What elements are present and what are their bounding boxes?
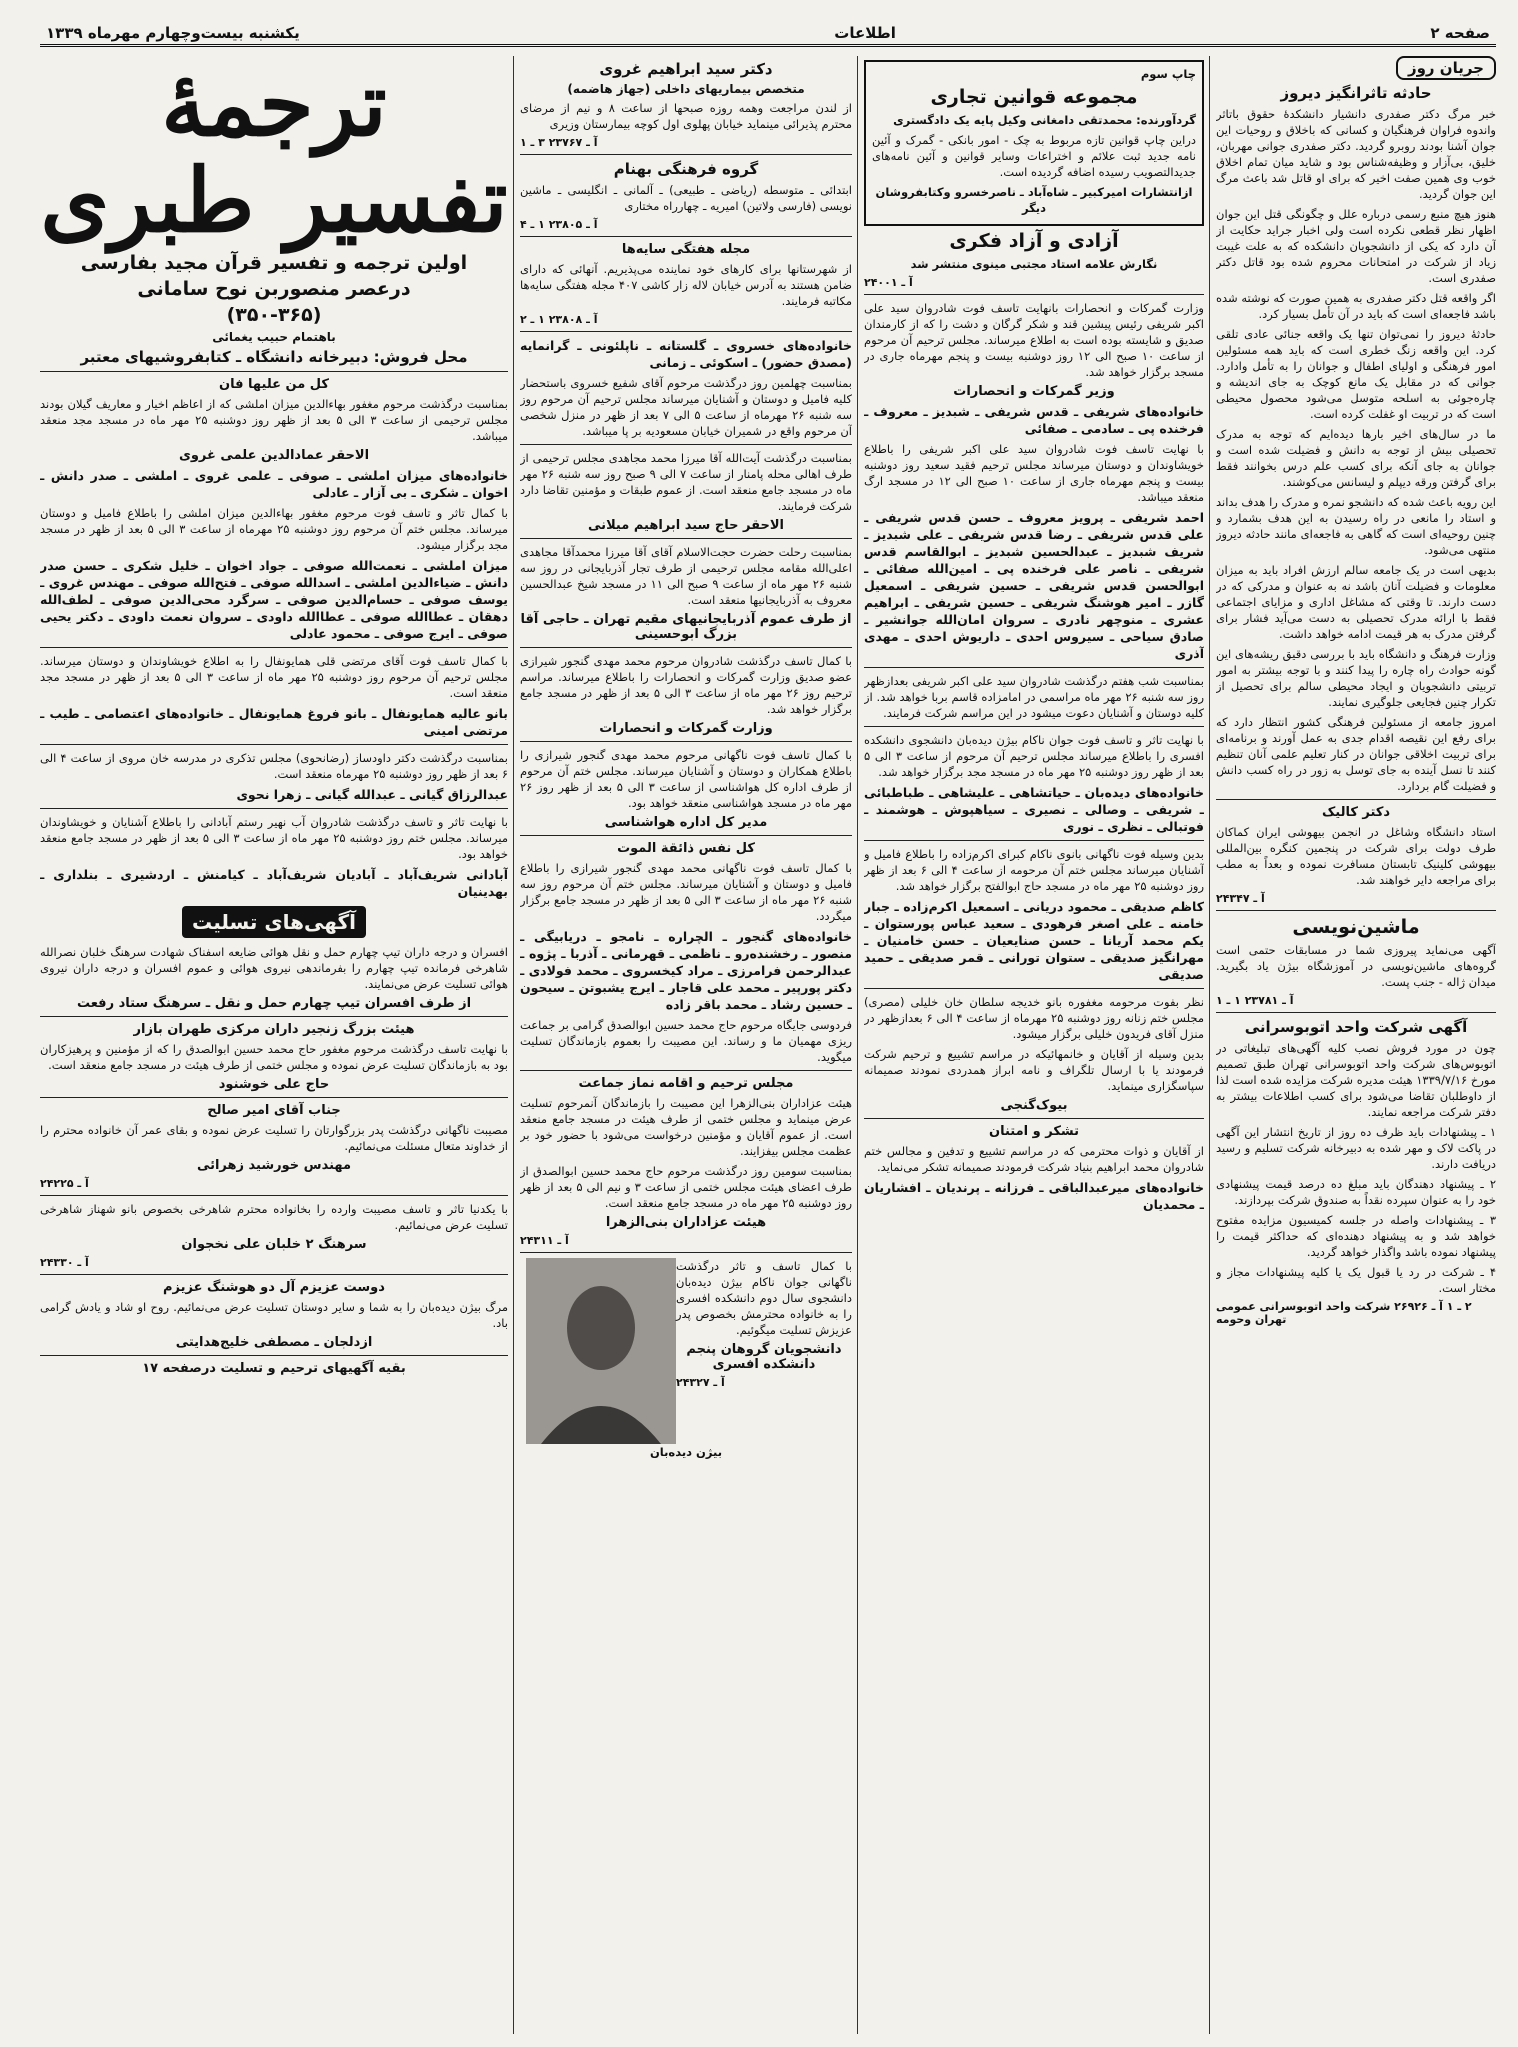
ad-ref: آ ـ ۲۴۰۰۱ (864, 276, 913, 289)
notice-text: بدین وسیله از آقایان و خانمهائیکه در مراسم تشییع و ترحیم شرکت فرمودند یا با ارسال تلگراف و نامه ابراز همدردی نمودند صمیمانه سپاسگزاری مینماید. (864, 1047, 1204, 1093)
notice-signature: از طرف عموم آذربایجانیهای مقیم تهران ـ حاجی آقا بزرگ ابوحسینی (520, 612, 852, 642)
book-subtitle: اولین ترجمه و تفسیر قرآن مجید بفارسی (80, 252, 468, 274)
notice-families: خانواده‌های میرعبدالباقی ـ فرزانه ـ پرندیان ـ افشاریان ـ محمدیان (864, 1180, 1204, 1212)
ad-doctor2-title: دکتر سید ابراهیم غروی (599, 60, 773, 78)
ad-bus-text: ۳ ـ پیشنهادات واصله در جلسه کمیسیون مزایده مفتوح خواهد شد و به پیشنهاد دهنده‌ای که حداکثر قیمت را پیشنهاد نموده باشد واگذار خواهد گردید. (1216, 1213, 1496, 1259)
editorial-paragraph: ما در سال‌های اخیر بارها دیده‌ایم که توجه به مدرک تحصیلی بیش از توجه به دانش و فضیلت شده است و جوانان به جای آنکه برای کسب علم درس بخوانند فقط برای گرفتن ورقه دیپلم و لیسانس می‌کوشند. (1216, 427, 1496, 489)
ad-ref: آ ـ ۲۴۳۴۷ (1216, 892, 1265, 905)
notice-text: بمناسبت چهلمین روز درگذشت مرحوم آقای شفیع خسروی باستحضار کلیه فامیل و دوستان و آشنایان میرساند مجلس ترحیم آن مرحوم روز سه شنبه ۲۶ مهرماه از ساعت ۵ الی ۷ بعد از ظهر در منزل شخصی آن مرحوم واقع در شمیران خیابان مسعودیه بر پا میباشد. (520, 376, 852, 438)
notice-signature: وزیر گمرکات و انحصارات (953, 384, 1115, 399)
paper-name: اطلاعات (834, 24, 896, 42)
notice-families: آبادانی شریف‌آباد ـ آبادیان شریف‌آباد ـ کیامنش ـ اردشیری ـ بنلداری ـ بهدینیان (40, 867, 508, 899)
book-editor: باهتمام حبیب یغمائی (212, 330, 336, 344)
notice-text: با نهایت تاثر و تاسف درگذشت شادروان آب نهیر رستم آبادانی را باطلاع آشنایان و خویشاوندان میرساند. مجلس ختم روز دوشنبه ۲۵ مهر ماه از ساعت ۳ الی ۵ بعد از ظهر در مسجد جامع منعقد خواهد بود. (40, 815, 508, 861)
photo-caption: بیژن دیده‌بان (649, 1445, 723, 1459)
ad-ref: آ ـ ۲۳۷۸۱ ۱ ـ ۱ (1216, 994, 1294, 1007)
condolence-banner: آگهی‌های تسلیت (182, 906, 366, 938)
notice-text: نظر بفوت مرحومه مغفوره بانو خدیجه سلطان خان خلیلی (مصری) مجلس ختم زنانه روز دوشنبه ۲۵ مهرماه از ساعت ۴ الی ۶ بعدازظهر در منزل آقای فریدون خلیلی برگزار میشود. (864, 995, 1204, 1041)
ad-bus-text: چون در مورد فروش نصب کلیه آگهی‌های تبلیغاتی در اتوبوس‌های شرکت واحد اتوبوسرانی تهران طبق تصمیم مورخ ۱۳۳۹/۷/۱۶ هیئت مدیره شرکت مزایده شده است لذا از داوطلبان تقاضا می‌شود برای کسب اطلاعات بیشتر به دفتر شرکت مراجعه نمایند. (1216, 1041, 1496, 1119)
ad-doctor-title: دکتر کالیک (1321, 805, 1391, 820)
notice-signature: مدیر کل اداره هواشناسی (604, 815, 768, 830)
notice-families: خانواده‌های شریفی ـ قدس شریفی ـ شبدیز ـ معروف ـ فرخنده پی ـ سادمی ـ صفائی (864, 404, 1204, 436)
notice-text: با کمال تاسف فوت آقای مرتضی قلی همایونفال را به اطلاع خویشاوندان و دوستان میرساند. مجلس ترحیم آن مرحوم روز دوشنبه ۲۵ مهر ماه از ساعت ۳ الی ۵ بعد از ظهر در مسجد مجد منعقد است. (40, 654, 508, 700)
notice-families: خانواده‌های گنجور ـ الچراره ـ نامجو ـ دریابیگی ـ منصور ـ رخشنده‌رو ـ ناظمی ـ قهرمانی ـ آذربا ـ پژوه ـ عبدالرحمن فرامرزی ـ مراد کیخسروی ـ محمد فولادی ـ دکتر پورپیر ـ محمد علی قاجار ـ ایرج یشبوتن ـ سیحون ـ حسین رشاد ـ محمد باقر زاده (520, 929, 852, 1012)
notice-heading: کل من علیها فان (219, 377, 329, 392)
ad-bus-text: ۱ ـ پیشنهادات باید ظرف ده روز از تاریخ انتشار این آگهی در پاکت لاک و مهر شده به دبیرخانه شرکت تسلیم و رسید دریافت دارند. (1216, 1125, 1496, 1171)
ad-ref: آ ـ ۲۴۳۱۱ (520, 1234, 569, 1247)
notice-text: مصیبت ناگهانی درگذشت پدر بزرگوارتان را تسلیت عرض نموده و بقای عمر آن خانواده محترم را از خداوند متعال مسئلت می‌نمائیم. (40, 1123, 508, 1153)
ad-laws-title: مجموعه قوانین تجاری (930, 86, 1138, 108)
ad-bus-text: ۲ ـ پیشنهاد دهندگان باید مبلغ ده درصد قیمت پیشنهادی خود را به عنوان سپرده نقداً به صندوق شرکت بپردازند. (1216, 1177, 1496, 1207)
notice-signature: سرهنگ ۲ خلبان علی نخجوان (181, 1237, 367, 1252)
editorial-paragraph: هنوز هیچ منبع رسمی درباره علل و چگونگی قتل این جوان اظهار نظر قطعی نکرده است ولی اخبار جراید حکایت از آن دارد که یکی از دانشجویان دانشکده که به علت غیبت زیاد از شرکت در امتحانات محروم شده بود قاتل دکتر صفدری است. (1216, 207, 1496, 285)
notice-text: افسران و درجه داران تیپ چهارم حمل و نقل هوائی ضایعه اسفناک شهادت سرهنگ خلبان نصرالله شاهرخی فرمانده تیپ چهارم را بفرماندهی نیروی هوائی و عموم افسران و درجه داران نیروی هوائی تسلیت عرض می‌نمایند. (40, 945, 508, 991)
notice-text: بمناسبت درگذشت آیت‌الله آقا میرزا محمد مجاهدی مجلس ترحیمی از طرف اهالی محله پامنار از ساعت ۷ الی ۹ صبح روز سه شنبه ۲۶ مهر ماه در مسجد جامع منعقد است. از عموم طبقات و مؤمنین تقاضا دارد شرکت فرمایند. (520, 451, 852, 513)
editorial-paragraph: بدیهی است در یک جامعه سالم ارزش افراد باید به میزان معلومات و فضیلت آنان باشد نه به عنوان و مدرکی که در دست دارند. تا وقتی که مشاغل اداری و مزایای اجتماعی فقط با ارائه مدرک تحصیلی به دست می‌آید فشار برای گرفتن مدرک به هر قیمت ادامه خواهد داشت. (1216, 563, 1496, 641)
notice-signature: حاج علی خوشنود (218, 1077, 330, 1092)
column-notices-4 (40, 56, 508, 2034)
editorial-headline: حادثه تاثرانگیز دیروز (1280, 84, 1432, 102)
notice-families: احمد شریفی ـ پرویز معروف ـ حسن قدس شریفی ـ علی قدس شریفی ـ رضا قدس شریفی ـ علی شبدیز ـ شریف شبدیز ـ عبدالحسین شبدیز ـ ابوالقاسم قدس شریفی ـ ناصر علی فرخنده پی ـ امین‌الله صفائی ـ ابوالحسن قدس شریفی ـ حسین شریفی ـ اسمعیل گازر ـ امیر هوشنگ شریفی ـ حسین شریفی ـ ابراهیم عشری ـ منوچهر نادری ـ سروان امان‌الله جوانشیر ـ صادق سیاحی ـ سیروس احدی ـ داریوش احدی ـ مهدی آذری (864, 510, 1204, 661)
editorial-paragraph: خبر مرگ دکتر صفدری دانشیار دانشکدهٔ حقوق باتاثر واندوه فراوان فرهنگیان و کسانی که باخلاق و روحیات این جوان آشنا بودند روبرو گردید. دکتر صفدری جوانی مهربان، خلیق، بی‌آزار و وظیفه‌شناس بود و شاید میان تمام اخلاق خوب وی همین صفت اخیر که برای او قاتل شد باعث مرگ این جوان گردید. (1216, 107, 1496, 201)
notice-text: وزارت گمرکات و انحصارات بانهایت تاسف فوت شادروان سید علی اکبر شریفی رئیس پیشین قند و شکر گرگان و دشت را که از کارمندان صدیق و شایسته بوده است به اطلاع میرساند. مجلس ترحیم آن مرحوم از ساعت ۱۰ صبح الی ۱۲ روز دوشنبه بیست و پنجم مهرماه جاری در مسجد برگزار خواهد شد. (864, 301, 1204, 379)
editorial-paragraph: وزارت فرهنگ و دانشگاه باید با بررسی دقیق ریشه‌های این گونه حوادث راه چاره را پیدا کنند و با توجه بیشتر به امور تربیتی دانشجویان و ایجاد محیطی سالم برای تحصیل از تکرار چنین فجایعی جلوگیری نمایند. (1216, 647, 1496, 709)
notice-text: با نهایت تاسف درگذشت مرحوم مغفور حاج محمد حسین ابوالصدق را که از مؤمنین و پرهیزکاران بود به بازماندگان تسلیت عرض نموده و مجلس ختمی از طرف هیئت در مسجد جامع منعقد است. (40, 1042, 508, 1072)
notice-heading: جناب آقای امیر صالح (207, 1103, 341, 1118)
ad-ref: آ ـ ۲۴۳۲۷ (676, 1376, 725, 1389)
notice-text: با کمال تاسف درگذشت شادروان مرحوم محمد مهدی گنجور شیرازی عضو صدیق وزارت گمرکات و انحصارات را باطلاع میرساند. مراسم ترحیم روز ۲۶ مهر ماه از ساعت ۳ الی ۵ بعد از ظهر در مسجد جامع برگزار خواهد شد. (520, 654, 852, 716)
notice-text: با نهایت تاثر و تاسف فوت جوان ناکام بیژن دیده‌بان دانشجوی دانشکده افسری را باطلاع میرساند مجلس ترحیم آن مرحوم از ساعت ۳ الی ۵ بعد از ظهر روز دوشنبه ۲۵ مهر ماه در مسجد مجد برگزار خواهد شد. (864, 733, 1204, 779)
ad-laws-publisher: ازانتشارات امیرکبیر ـ شاه‌آباد ـ ناصرخسرو وکتابفروشان دیگر (875, 185, 1193, 215)
notice-signature: الاحقر عمادالدین علمی غروی (178, 448, 370, 463)
notice-families: خانواده‌های دیده‌بان ـ حیاتشاهی ـ علیشاهی ـ طباطبائی ـ شریفی ـ وصالی ـ نصیری ـ سیاهپوش ـ هوشمند ـ فوتبالی ـ نظری ـ نوری (864, 785, 1204, 834)
column-notices-2 (864, 56, 1204, 2034)
notice-signature: دانشجویان گروهان پنجم دانشکده افسری (686, 1342, 842, 1372)
ad-school-text: ابتدائی ـ متوسطه (ریاضی ـ طبیعی) ـ آلمانی ـ انگلیسی ـ ماشین نویسی (فارسی ولاتین) امیریه ـ چهارراه مختاری (520, 183, 852, 213)
book-years: (۳۵۰-۳۶۵) (226, 304, 322, 326)
ad-ref: آ ـ ۲۴۲۲۵ (40, 1177, 89, 1190)
notice-text: بمناسبت شب هفتم درگذشت شادروان سید علی اکبر شریفی بعدازظهر روز سه شنبه ۲۶ مهر ماه مراسمی در امامزاده قاسم بربا خواهد شد. از کلیه دوستان و آشنایان دعوت میشود در این مراسم شرکت فرمایند. (864, 674, 1204, 720)
ad-book-text: نگارش علامه استاد مجتبی مینوی منتشر شد (910, 257, 1158, 271)
editorial-paragraph: اگر واقعه قتل دکتر صفدری به همین صورت که نوشته شده باشد فاجعه‌ای است که باید در آن تأمل بسیار کرد. (1216, 291, 1496, 321)
notice-signature: مهندس خورشید زهرائی (196, 1158, 352, 1173)
notice-text: با کمال تاسف فوت ناگهانی مرحوم محمد مهدی گنجور شیرازی را باطلاع همکاران و دوستان و آشنایان میرساند. مجلس ختم آن مرحوم از طرف اداره کل هواشناسی از ساعت ۳ الی ۵ بعد از ظهر روز ۲۶ مهر ماه در مسجد هواشناسی منعقد خواهد بود. (520, 748, 852, 810)
notice-text: هیئت عزاداران بنی‌الزهرا این مصیبت را بازماندگان آنمرحوم تسلیت عرض مینماید و مجلس ختمی از طرف هیئت در مسجد جامع منعقد است. از عموم آقایان و مؤمنین درخواست می‌شود با حضور خود بر عظمت مجلس بیفزایند. (520, 1096, 852, 1158)
notice-signature: وزارت گمرکات و انحصارات (599, 721, 773, 736)
issue-date: یکشنبه بیست‌وچهارم مهرماه ۱۳۳۹ (46, 24, 300, 42)
newspaper-page (40, 22, 1496, 2034)
notice-heading: کل نفس ذائقة الموت (617, 841, 755, 856)
portrait-photo (526, 1258, 676, 1444)
notice-text: بمناسبت سومین روز درگذشت مرحوم حاج محمد حسین ابوالصدق از طرف اعضای هیئت مجلس ختمی از ساعت ۳ و نیم الی ۵ بعد از ظهر روز دوشنبه ۲۵ مهر ماه در مسجد جامع منعقد است. (520, 1164, 852, 1210)
ad-doctor-text: استاد دانشگاه وشاغل در انجمن بیهوشی ایران کماکان طرف دولت برای شرکت در پنجمین کنگره بین‌المللی بیهوشی کلینیک تابستان مسافرت نموده و بعداً به مطب برای مراجعه دایر خواهند شد. (1216, 825, 1496, 887)
portrait-icon (526, 1258, 676, 1444)
column-notices-3 (520, 56, 852, 2034)
ad-magazine-text: از شهرستانها برای کارهای خود نماینده می‌پذیریم. آنهائی که دارای ضامن هستند به آدرس خیابان لاله زار کاشی ۴۰۷ مجله هفتگی سایه‌ها مکاتبه فرمایند. (520, 262, 852, 308)
notice-families: میزان املشی ـ نعمت‌الله صوفی ـ جواد اخوان ـ خلیل شکری ـ حسن صدر دانش ـ ضیاءالدین املشی ـ اسدالله صوفی ـ فتح‌الله صوفی ـ مهندس غروی ـ یوسف صوفی ـ حسام‌الدین صوفی ـ سرگرد محی‌الدین صوفی ـ لطف‌الله دهقان ـ عطاالله صوفی ـ عطاالله داودی ـ سروان نعمت داودی ـ دکتر یحیی صوفی ـ ایرج صوفی ـ محمود عادلی (40, 558, 508, 641)
notice-families: خانواده‌های خسروی ـ گلستانه ـ ناپلئونی ـ گرانمایه (مصدق حضور) ـ اسکوئی ـ زمانی (520, 338, 852, 370)
book-brush-title: ترجمهٔ تفسیر طبری (40, 56, 508, 252)
notice-text: بمناسبت درگذشت مرحوم مغفور بهاءالدین میزان املشی که از اعاظم اخیار و معاریف گیلان بودند مجلس ترحیمی از ساعت ۳ الی ۵ بعد از ظهر روز دوشنبه ۲۵ مهر ماه در مسجد مجد منعقد میباشد. (40, 397, 508, 443)
notice-text: با کمال تاسف فوت ناگهانی محمد مهدی گنجور شیرازی را باطلاع فامیل و دوستان و آشنایان میرساند. مجلس ختم آن مرحوم روز سه شنبه ۲۶ مهر ماه از ساعت ۳ الی ۵ بعد از ظهر در مسجد جامع برگزار میگردد. (520, 861, 852, 923)
book-sale: محل فروش: دبیرخانه دانشگاه ـ کتابفروشیهای معتبر (80, 348, 468, 366)
ad-bus-title: آگهی شرکت واحد اتوبوسرانی (1244, 1018, 1468, 1036)
ad-trade-laws (864, 60, 1204, 226)
masthead (40, 22, 1496, 47)
notice-text: بدین وسیله فوت ناگهانی بانوی ناکام کبرای اکرم‌زاده را باطلاع فامیل و آشنایان میرساند مجلس ختم آن مرحومه از ساعت ۴ الی ۶ بعد از ظهر روز دوشنبه ۲۵ مهر ماه در مسجد حاج ابوالفتح برگزار خواهد شد. (864, 847, 1204, 893)
notice-signature: بیوک‌گنجی (1000, 1098, 1068, 1113)
notice-text: از آقایان و ذوات محترمی که در مراسم تشییع و تدفین و مجالس ختم شادروان محمد ابراهیم بنیاد شرکت فرمودند صمیمانه تشکر می‌نماید. (864, 1144, 1204, 1174)
ad-doctor2-sub: متخصص بیماریهای داخلی (جهاز هاضمه) (567, 82, 805, 96)
ad-ref: آ ـ ۲۳۸۰۵ ۱ ـ ۴ (520, 218, 598, 231)
notice-families: عبدالرزاق گیانی ـ عبدالله گیانی ـ زهرا نحوی (236, 787, 508, 802)
column-tag: جریان روز (1396, 56, 1496, 80)
ad-laws-author: گردآورنده: محمدتقی دامغانی وکیل پایه یک دادگستری (893, 113, 1196, 127)
ad-ref: آ ـ ۲۳۸۰۸ ۱ ـ ۲ (520, 313, 598, 326)
notice-heading: هیئت بزرگ زنجیر داران مرکزی طهران بازار (133, 1022, 415, 1037)
ad-bus-text: ۴ ـ شرکت در رد یا قبول یک یا کلیه پیشنهادات مجاز و مختار است. (1216, 1265, 1496, 1295)
notice-text: با نهایت تاسف فوت شادروان سید علی اکبر شریفی را باطلاع خویشاوندان و دوستان میرساند مجلس ترحیم فقید سعید روز دوشنبه بیست و پنجم مهرماه جاری از ساعت ۱۰ صبح الی ۱۲ در مسجد ارگ منعقد میباشد. (864, 442, 1204, 504)
ad-school-title: گروه فرهنگی بهنام (613, 160, 759, 178)
ad-book-title: آزادی و آزاد فکری (949, 230, 1119, 252)
ad-magazine-title: مجله هفتگی سایه‌ها (621, 242, 751, 257)
notice-text: فردوسی جایگاه مرحوم حاج محمد حسین ابوالصدق گرامی بر جماعت ریزی مهمیان ما و رساند. این مصیبت را بعموم بازماندگان تسلیت میگوید. (520, 1018, 852, 1064)
notice-signature: هیئت عزاداران بنی‌الزهرا (605, 1215, 767, 1230)
notice-heading: مجلس ترحیم و اقامه نماز جماعت (578, 1076, 794, 1091)
notice-heading: دوست عزیزم آل دو هوشنگ عزیزم (163, 1280, 385, 1295)
notice-text: با کمال تاثر و تاسف فوت مرحوم مغفور بهاءالدین میزان املشی را باطلاع فامیل و دوستان میرساند. مجلس ختم آن مرحوم روز دوشنبه ۲۵ مهرماه از ساعت ۳ الی ۵ بعد از ظهر در مسجد مجد برگزار میشود. (40, 506, 508, 552)
notice-families: بانو عالیه همایونفال ـ بانو فروغ همایونفال ـ خانواده‌های اعتصامی ـ طیب ـ مرتضی امینی (40, 706, 508, 738)
editorial-paragraph: این رویه باعث شده که دانشجو نمره و مدرک را هدف بداند و استاد را مانعی در راه رسیدن به این هدف بشمارد و چنین روحیه‌ای است که گاهی به فاجعه‌ای مانند حادثه دیروز منتهی می‌شود. (1216, 495, 1496, 557)
ad-ref: آ ـ ۲۴۳۳۰ (40, 1256, 89, 1269)
ad-laws-text: دراین چاپ قوانین تازه مربوط به چک - امور بانکی - گمرک و آئین نامه جدید ثبت علائم و اختراعات وسایر قوانین و آئین نامه‌های جدیدالتصویب رسیده اضافه گردیده است. (872, 133, 1196, 179)
notice-heading: تشکر و امتنان (989, 1124, 1079, 1139)
editorial-paragraph: حادثهٔ دیروز را نمی‌توان تنها یک واقعه جنائی عادی تلقی کرد. این واقعه زنگ خطری است که باید همه مسئولین امور فرهنگی و اولیای اطفال و جوانان را به تأمل وادارد. جوانی که در مقابل یک مانع کوچک به جای اندیشه و چاره‌جوئی به اسلحه متوسل می‌شود محصول محیطی است که در تربیت او غفلت کرده است. (1216, 327, 1496, 421)
ad-edition: چاپ سوم (1140, 67, 1196, 81)
notice-families: خانواده‌های میزان املشی ـ صوفی ـ علمی غروی ـ املشی ـ صدر دانش ـ اخوان ـ شکری ـ بی آزار ـ عادلی (40, 468, 508, 500)
editorial-paragraph: امروز جامعه از مسئولین فرهنگی کشور انتظار دارد که برای رفع این نقیصه اقدام جدی به عمل آورند و برنامه‌ای برای تربیت اخلاقی جوانان در کنار تعلیم علمی آنان تنظیم کنند تا نسل آینده به جای توسل به زور در راه کسب دانش و فضیلت گام بردارد. (1216, 715, 1496, 793)
ad-ref: ۲ ـ ۱ آ ـ ۲۶۹۲۶ شرکت واحد اتوبوسرانی عمومی تهران وحومه (1216, 1300, 1472, 1326)
ad-typing-title: ماشین‌نویسی (1292, 916, 1420, 938)
notice-families: کاظم صدیقی ـ محمود دریانی ـ اسمعیل اکرم‌زاده ـ جبار خامنه ـ علی اصغر فرهودی ـ سعید عباس پورستوان ـ یکم محمد آریانا ـ حسن صنایعیان ـ حسن خامنیان ـ مهرانگیز صدیقی ـ ستوان تورانی ـ قمر صدیقی ـ حمید صدیقی (864, 899, 1204, 982)
notice-text: مرگ بیژن دیده‌بان را به شما و سایر دوستان تسلیت عرض می‌نمائیم. روح او شاد و یادش گرامی باد. (40, 1300, 508, 1330)
notice-text: بمناسبت رحلت حضرت حجت‌الاسلام آقای آقا میرزا محمدآقا مجاهدی اعلی‌الله مقامه مجلس ترحیمی از طرف تجار آذربایجانی در روز سه شنبه ۲۶ مهر ماه از ساعت ۹ صبح الی ۱۱ در مسجد شیخ عبدالحسین معروف به آذربایجانیها منعقد است. (520, 545, 852, 607)
notice-text: با یکدنیا تاثر و تاسف مصیبت وارده را بخانواده محترم شاهرخی بخصوص بانو شهناز شاهرخی تسلیت عرض می‌نمائیم. (40, 1202, 508, 1232)
notice-text: بمناسبت درگذشت دکتر داودساز (رضانحوی) مجلس تذکری در مدرسه خان مروی از ساعت ۴ الی ۶ بعد از ظهر روز دوشنبه ۲۵ مهرماه منعقد است. (40, 751, 508, 781)
book-subtitle: درعصر منصوربن نوح سامانی (137, 278, 411, 300)
notice-signature: الاحقر حاج سید ابراهیم میلانی (588, 518, 784, 533)
notice-signature: ازدلجان ـ مصطفی خلیج‌هدایتی (175, 1335, 373, 1350)
ad-doctor2-text: از لندن مراجعت وهمه روزه صبحها از ساعت ۸ و نیم از مرضای محترم پذیرائی مینماید خیابان پهلوی اول کوچه بیمارستان وزیری (520, 101, 852, 131)
ad-ref: آ ـ ۲۳۷۶۷ ۳ ـ ۱ (520, 136, 598, 149)
page-number: صفحه ۲ (1430, 24, 1490, 42)
column-editorial (1216, 56, 1496, 2034)
continued-note: بقیه آگهیهای ترحیم و تسلیت درصفحه ۱۷ (142, 1361, 406, 1376)
notice-text: با کمال تاسف و تاثر درگذشت ناگهانی جوان ناکام بیژن دیده‌بان دانشجوی سال دوم دانشکده افسری را به خانواده محترمش بخصوص پدر عزیزش تسلیت میگوئیم. (676, 1259, 852, 1337)
notice-signature: از طرف افسران تیپ چهارم حمل و نقل ـ سرهنگ ستاد رفعت (76, 996, 472, 1011)
ad-typing-text: آگهی می‌نماید پیروزی شما در مسابقات حتمی است گروه‌های ماشین‌نویسی در آموزشگاه بیژن یاد بگیرید. میدان ژاله - جنب پست. (1216, 943, 1496, 989)
